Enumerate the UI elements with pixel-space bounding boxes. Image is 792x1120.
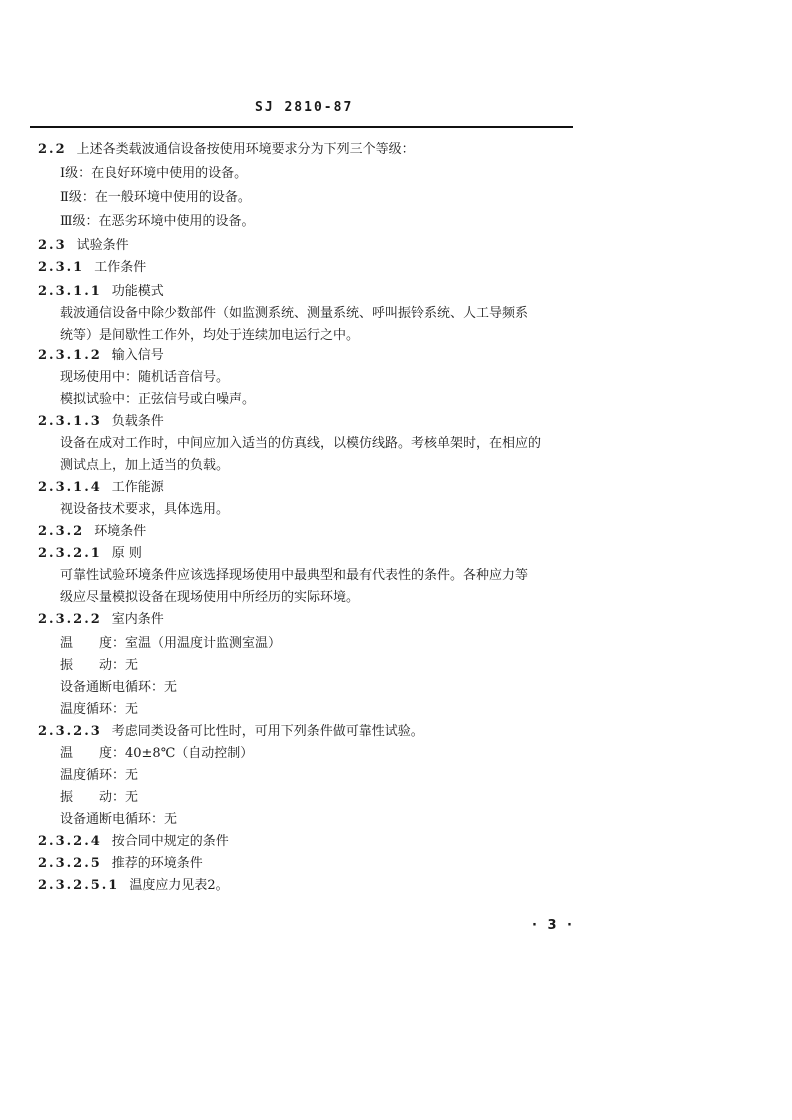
text-line [38, 612, 164, 628]
section-number: 2.3.2.5 [38, 856, 102, 871]
line-text: 现场使用中：随机话音信号。 [60, 370, 230, 385]
text-line [38, 546, 142, 562]
line-text: 可靠性试验环境条件应该选择现场使用中最典型和最有代表性的条件。各种应力等 [60, 568, 529, 583]
line-text: 温度循环：无 [60, 768, 139, 783]
page-number: · 3 · [532, 918, 575, 933]
line-text: 振 动：无 [60, 658, 139, 673]
text-line [38, 856, 203, 872]
line-text: 推荐的环境条件 [111, 856, 203, 871]
line-text: 测试点上，加上适当的负载。 [60, 458, 230, 473]
text-line [60, 436, 541, 452]
section-number: 2.3 [38, 238, 67, 253]
line-text: 模拟试验中：正弦信号或白噪声。 [60, 392, 256, 407]
text-line [60, 790, 138, 806]
text-line [60, 306, 528, 322]
line-text: 环境条件 [94, 524, 147, 539]
line-text: 设备通断电循环：无 [60, 812, 178, 827]
line-text: 级应尽量模拟设备在现场使用中所经历的实际环境。 [60, 590, 360, 605]
text-line [38, 834, 229, 850]
text-line [38, 414, 164, 430]
text-line [60, 502, 229, 518]
text-line [60, 746, 253, 762]
section-number: 2.3.1.1 [38, 284, 102, 299]
line-text: 原 则 [111, 546, 142, 561]
line-text: Ⅱ级：在一般环境中使用的设备。 [60, 190, 251, 205]
section-number: 2.2 [38, 142, 67, 157]
text-line [38, 878, 229, 894]
text-line [60, 190, 251, 206]
line-text: 功能模式 [111, 284, 164, 299]
line-text: 室内条件 [111, 612, 164, 627]
standard-code-header: SJ 2810-87 [255, 100, 354, 115]
line-text: 设备通断电循环：无 [60, 680, 178, 695]
line-text: 温度应力见表2。 [129, 878, 229, 893]
line-text: 输入信号 [111, 348, 164, 363]
line-text: 温度循环：无 [60, 702, 139, 717]
text-line [60, 680, 177, 696]
line-text: 视设备技术要求，具体选用。 [60, 502, 230, 517]
line-text: 按合同中规定的条件 [111, 834, 229, 849]
text-line [60, 166, 247, 182]
line-text: 设备在成对工作时，中间应加入适当的仿真线，以模仿线路。考核单架时，在相应的 [60, 436, 542, 451]
text-line [38, 480, 164, 496]
line-text: 统等）是间歇性工作外，均处于连续加电运行之中。 [60, 328, 360, 343]
line-text: 工作条件 [94, 260, 147, 275]
text-line [60, 702, 138, 718]
line-text: 载波通信设备中除少数部件（如监测系统、测量系统、呼叫振铃系统、人工导频系 [60, 306, 529, 321]
section-number: 2.3.1.3 [38, 414, 102, 429]
section-number: 2.3.1.4 [38, 480, 102, 495]
section-number: 2.3.2.4 [38, 834, 102, 849]
section-number: 2.3.1.2 [38, 348, 102, 363]
line-text: 上述各类载波通信设备按使用环境要求分为下列三个等级： [76, 142, 415, 157]
line-text: 试验条件 [76, 238, 129, 253]
text-line [60, 658, 138, 674]
section-number: 2.3.2.1 [38, 546, 102, 561]
text-line [60, 328, 359, 344]
text-line [38, 724, 424, 740]
line-text: 考虑同类设备可比性时，可用下列条件做可靠性试验。 [111, 724, 424, 739]
text-line [38, 238, 129, 254]
line-text: 工作能源 [111, 480, 164, 495]
section-number: 2.3.2.3 [38, 724, 102, 739]
text-line [38, 284, 164, 300]
text-line [60, 812, 177, 828]
text-line [60, 370, 229, 386]
section-number: 2.3.1 [38, 260, 85, 275]
line-text: 振 动：无 [60, 790, 139, 805]
section-number: 2.3.2.2 [38, 612, 102, 627]
text-line [60, 458, 229, 474]
section-number: 2.3.2.5.1 [38, 878, 120, 893]
text-line [38, 260, 146, 276]
line-text: 温 度：40±8℃（自动控制） [60, 746, 254, 761]
line-text: Ⅰ级：在良好环境中使用的设备。 [60, 166, 248, 181]
line-text: Ⅲ级：在恶劣环境中使用的设备。 [60, 214, 255, 229]
text-line [60, 392, 255, 408]
text-line [60, 568, 528, 584]
text-line [38, 142, 415, 158]
text-line [60, 590, 359, 606]
line-text: 温 度：室温（用温度计监测室温） [60, 636, 282, 651]
text-line [60, 768, 138, 784]
section-number: 2.3.2 [38, 524, 85, 539]
text-line [38, 348, 164, 364]
line-text: 负载条件 [111, 414, 164, 429]
text-line [60, 214, 255, 230]
text-line [38, 524, 146, 540]
text-line [60, 636, 281, 652]
header-rule [30, 126, 573, 128]
